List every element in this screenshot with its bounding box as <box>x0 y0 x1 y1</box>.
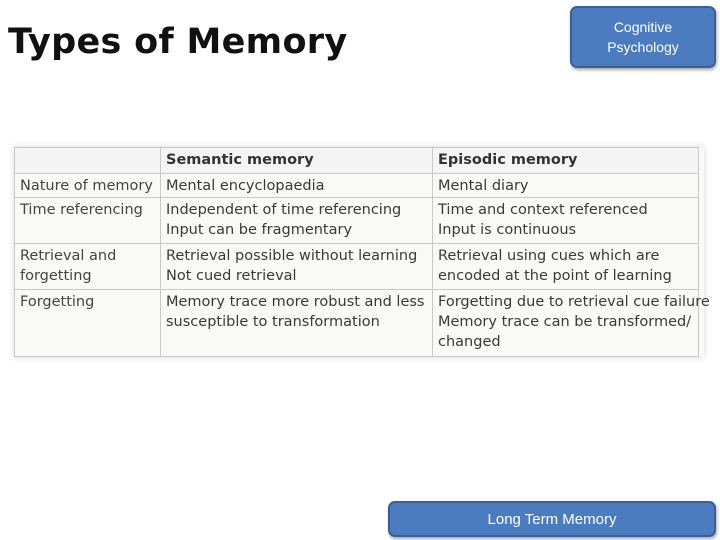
cell-text: Memory trace can be transformed/ <box>438 314 692 330</box>
header-cell-semantic: Semantic memory <box>161 148 433 174</box>
cell-text: Nature of memory <box>20 178 153 194</box>
semantic-cell <box>161 174 433 198</box>
episodic-cell <box>433 174 699 198</box>
cell-text: Not cued retrieval <box>166 268 297 284</box>
semantic-cell <box>161 290 433 357</box>
cell-text: Mental encyclopaedia <box>166 178 325 194</box>
cell-text: encoded at the point of learning <box>438 268 672 284</box>
cell-text: changed <box>438 334 501 350</box>
section-badge-label: Long Term Memory <box>487 510 617 528</box>
table-row <box>15 198 699 244</box>
table-row <box>15 290 699 357</box>
topic-badge-label: Cognitive Psychology <box>607 19 679 55</box>
cell-text: Input can be fragmentary <box>166 222 353 238</box>
row-label <box>15 174 161 198</box>
topic-badge <box>570 6 716 68</box>
table-header-row <box>15 148 699 174</box>
episodic-cell <box>433 244 699 290</box>
cell-text: Mental diary <box>438 178 529 194</box>
cell-text: Time and context referenced <box>438 202 648 218</box>
cell-text: Retrieval possible without learning <box>166 248 418 264</box>
header-cell-empty <box>15 148 161 174</box>
cell-text: Forgetting <box>20 294 95 310</box>
row-label <box>15 244 161 290</box>
semantic-cell <box>161 244 433 290</box>
page-title: Types of Memory <box>8 22 348 62</box>
episodic-cell <box>433 290 710 357</box>
memory-comparison-table <box>14 147 710 357</box>
cell-text: Independent of time referencing <box>166 202 402 218</box>
table-row <box>15 174 699 198</box>
table-row <box>15 244 699 290</box>
section-badge <box>388 501 716 537</box>
cell-text: Forgetting due to retrieval cue failure <box>438 294 710 310</box>
row-label <box>15 290 161 357</box>
cell-text: Retrieval and <box>20 248 117 264</box>
row-label <box>15 198 161 244</box>
episodic-cell <box>433 198 699 244</box>
cell-text: forgetting <box>20 268 92 284</box>
cell-text: Input is continuous <box>438 222 577 238</box>
header-cell-episodic: Episodic memory <box>433 148 699 174</box>
semantic-cell <box>161 198 433 244</box>
cell-text: Time referencing <box>20 202 143 218</box>
cell-text: Memory trace more robust and less <box>166 294 425 310</box>
cell-text: susceptible to transformation <box>166 314 380 330</box>
cell-text: Retrieval using cues which are <box>438 248 660 264</box>
